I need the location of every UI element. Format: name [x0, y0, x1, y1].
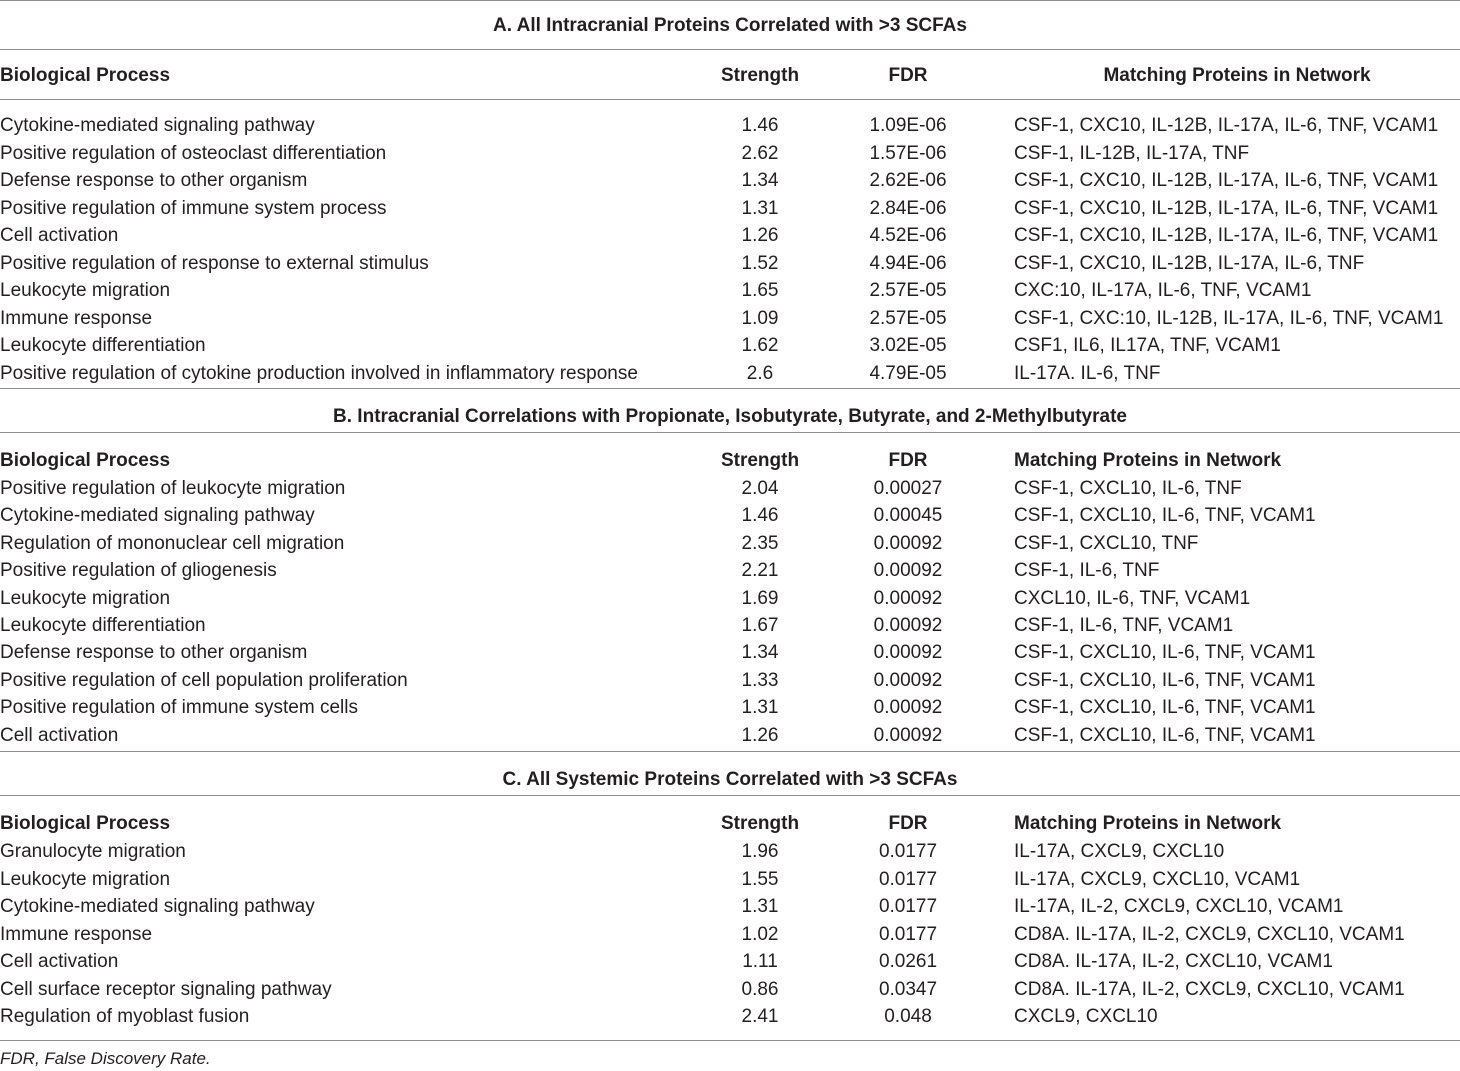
cell-strength: 1.34	[741, 170, 779, 191]
cell-proteins: CSF-1, CXC10, IL-12B, IL-17A, IL-6, TNF, VCAM1	[1014, 170, 1439, 191]
table-row	[0, 1005, 1460, 1029]
table-row	[0, 978, 1460, 1002]
cell-proteins: CSF1, IL6, IL17A, TNF, VCAM1	[1014, 335, 1281, 356]
table-row	[0, 614, 1460, 638]
cell-strength: 1.09	[741, 307, 779, 329]
table-row	[0, 587, 1460, 611]
cell-proteins: CSF-1, CXC10, IL-12B, IL-17A, IL-6, TNF	[1014, 252, 1365, 274]
cell-fdr: 2.57E-05	[869, 307, 947, 329]
header-fdr: FDR	[888, 813, 928, 834]
table-row	[0, 477, 1460, 501]
table-row	[0, 334, 1460, 358]
cell-proteins: CXC:10, IL-17A, IL-6, TNF, VCAM1	[1014, 280, 1312, 301]
table-row	[0, 696, 1460, 720]
cell-strength: 1.31	[741, 697, 779, 719]
cell-fdr: 0.00092	[873, 587, 943, 609]
cell-strength: 1.02	[741, 923, 779, 945]
cell-proteins: CSF-1, IL-12B, IL-17A, TNF	[1014, 142, 1250, 164]
table-row	[0, 559, 1460, 583]
cell-process: Positive regulation of osteoclast differentiation	[0, 142, 387, 164]
cell-fdr: 2.84E-06	[869, 197, 947, 219]
cell-proteins: CSF-1, IL-6, TNF, VCAM1	[1014, 615, 1234, 636]
cell-fdr: 0.0177	[878, 923, 938, 945]
cell-strength: 1.26	[741, 724, 779, 746]
cell-strength: 1.34	[741, 642, 779, 664]
cell-fdr: 0.00045	[873, 505, 943, 527]
cell-fdr: 0.048	[884, 1006, 932, 1027]
cell-strength: 1.67	[741, 615, 779, 636]
section-c-top-rule	[0, 751, 1460, 752]
cell-fdr: 0.00092	[873, 615, 943, 636]
table-row	[0, 840, 1460, 864]
cell-strength: 1.52	[741, 252, 779, 274]
cell-strength: 1.26	[741, 225, 779, 246]
table-footnote: FDR, False Discovery Rate.	[0, 1049, 211, 1068]
cell-fdr: 0.00092	[873, 669, 943, 691]
cell-process: Positive regulation of immune system cells	[0, 697, 358, 719]
cell-process: Positive regulation of immune system process	[0, 197, 387, 219]
cell-process: Immune response	[0, 923, 153, 945]
cell-strength: 2.62	[741, 142, 779, 164]
cell-process: Leukocyte migration	[0, 587, 171, 609]
cell-strength: 1.96	[741, 841, 779, 862]
cell-proteins: CXCL10, IL-6, TNF, VCAM1	[1014, 587, 1251, 609]
header-process: Biological Process	[0, 450, 171, 471]
table-row	[0, 669, 1460, 693]
table-row	[0, 224, 1460, 248]
header-strength: Strength	[720, 65, 800, 86]
cell-process: Cytokine-mediated signaling pathway	[0, 505, 315, 527]
cell-fdr: 0.0177	[878, 841, 938, 862]
cell-proteins: CSF-1, CXC10, IL-12B, IL-17A, IL-6, TNF, VCAM1	[1014, 115, 1439, 136]
top-rule	[0, 0, 1460, 1]
cell-proteins: IL-17A, IL-2, CXCL9, CXCL10, VCAM1	[1014, 896, 1344, 917]
cell-fdr: 2.62E-06	[869, 170, 947, 191]
cell-strength: 0.86	[741, 978, 779, 1000]
bottom-rule	[0, 1040, 1460, 1041]
header-proteins: Matching Proteins in Network	[1014, 813, 1282, 834]
header-fdr: FDR	[888, 65, 928, 86]
header-strength: Strength	[720, 450, 800, 471]
cell-process: Cytokine-mediated signaling pathway	[0, 115, 315, 136]
cell-proteins: CD8A. IL-17A, IL-2, CXCL10, VCAM1	[1014, 951, 1333, 972]
cell-process: Cell activation	[0, 724, 119, 746]
cell-proteins: IL-17A. IL-6, TNF	[1014, 362, 1161, 384]
cell-strength: 1.11	[742, 951, 778, 972]
cell-strength: 1.31	[741, 896, 779, 917]
cell-strength: 2.41	[741, 1006, 779, 1027]
cell-fdr: 1.57E-06	[869, 142, 947, 164]
cell-proteins: CSF-1, CXCL10, IL-6, TNF, VCAM1	[1014, 724, 1316, 746]
section-b-top-rule	[0, 388, 1460, 389]
cell-process: Cytokine-mediated signaling pathway	[0, 896, 315, 917]
cell-proteins: CSF-1, CXC10, IL-12B, IL-17A, IL-6, TNF, VCAM1	[1014, 225, 1439, 246]
header-proteins: Matching Proteins in Network	[1103, 65, 1371, 86]
cell-process: Granulocyte migration	[0, 841, 186, 862]
cell-fdr: 0.0177	[878, 896, 938, 917]
table-row	[0, 142, 1460, 166]
cell-fdr: 0.00092	[873, 724, 943, 746]
cell-process: Defense response to other organism	[0, 642, 308, 664]
cell-process: Regulation of myoblast fusion	[0, 1006, 250, 1027]
cell-process: Regulation of mononuclear cell migration	[0, 532, 345, 554]
header-fdr: FDR	[888, 450, 928, 471]
cell-strength: 2.35	[741, 532, 779, 554]
header-strength: Strength	[720, 813, 800, 834]
cell-strength: 1.55	[741, 868, 779, 890]
table-row	[0, 641, 1460, 665]
cell-strength: 1.46	[741, 505, 779, 527]
table-row	[0, 307, 1460, 331]
section-b-title-rule	[0, 432, 1460, 433]
cell-process: Positive regulation of gliogenesis	[0, 560, 277, 582]
cell-strength: 1.33	[741, 669, 779, 691]
cell-strength: 1.65	[741, 280, 779, 301]
cell-fdr: 4.52E-06	[869, 225, 947, 246]
table-row	[0, 895, 1460, 919]
table-row	[0, 504, 1460, 528]
section-c-header-row	[0, 812, 1460, 836]
cell-fdr: 0.00092	[873, 560, 943, 582]
cell-proteins: IL-17A, CXCL9, CXCL10, VCAM1	[1014, 868, 1301, 890]
cell-fdr: 0.00027	[873, 478, 943, 499]
cell-fdr: 0.00092	[873, 697, 943, 719]
cell-fdr: 1.09E-06	[869, 115, 947, 136]
cell-process: Defense response to other organism	[0, 170, 308, 191]
cell-proteins: CSF-1, CXCL10, IL-6, TNF	[1014, 478, 1242, 499]
cell-strength: 1.31	[741, 197, 779, 219]
cell-process: Positive regulation of cytokine production involved in inflammatory response	[0, 362, 638, 384]
section-a-title-rule	[0, 49, 1460, 50]
cell-strength: 2.21	[741, 560, 779, 582]
cell-proteins: CD8A. IL-17A, IL-2, CXCL9, CXCL10, VCAM1	[1014, 923, 1405, 945]
header-proteins: Matching Proteins in Network	[1014, 450, 1282, 471]
section-a-header-row	[0, 64, 1460, 88]
table-row	[0, 279, 1460, 303]
cell-fdr: 2.57E-05	[869, 280, 947, 301]
table-row	[0, 923, 1460, 947]
cell-proteins: CXCL9, CXCL10	[1014, 1006, 1158, 1027]
cell-process: Cell surface receptor signaling pathway	[0, 978, 332, 1000]
table-row	[0, 362, 1460, 386]
cell-process: Leukocyte differentiation	[0, 335, 206, 356]
cell-fdr: 4.79E-05	[869, 362, 947, 384]
cell-proteins: CSF-1, CXCL10, IL-6, TNF, VCAM1	[1014, 642, 1316, 664]
section-b-title: B. Intracranial Correlations with Propionate, Isobutyrate, Butyrate, and 2-Methylbutyrate	[333, 406, 1127, 427]
cell-process: Positive regulation of cell population proliferation	[0, 669, 408, 691]
table-row	[0, 169, 1460, 193]
cell-fdr: 0.0261	[878, 951, 938, 972]
cell-strength: 2.6	[746, 362, 774, 384]
cell-process: Cell activation	[0, 225, 119, 246]
section-a-title: A. All Intracranial Proteins Correlated with >3 SCFAs	[493, 15, 967, 36]
cell-proteins: IL-17A, CXCL9, CXCL10	[1014, 841, 1225, 862]
cell-proteins: CSF-1, CXC:10, IL-12B, IL-17A, IL-6, TNF, VCAM1	[1014, 307, 1444, 329]
cell-strength: 2.04	[741, 478, 779, 499]
cell-strength: 1.46	[741, 115, 779, 136]
cell-proteins: CSF-1, CXCL10, IL-6, TNF, VCAM1	[1014, 505, 1316, 527]
cell-process: Immune response	[0, 307, 153, 329]
cell-fdr: 0.00092	[873, 642, 943, 664]
cell-process: Positive regulation of response to external stimulus	[0, 252, 429, 274]
cell-strength: 1.69	[741, 587, 779, 609]
table-row	[0, 950, 1460, 974]
cell-proteins: CSF-1, CXC10, IL-12B, IL-17A, IL-6, TNF, VCAM1	[1014, 197, 1439, 219]
header-process: Biological Process	[0, 65, 171, 86]
cell-fdr: 0.0347	[878, 978, 938, 1000]
cell-process: Cell activation	[0, 951, 119, 972]
section-c-title-rule	[0, 795, 1460, 796]
cell-process: Leukocyte migration	[0, 868, 171, 890]
cell-process: Leukocyte migration	[0, 280, 171, 301]
table-row	[0, 724, 1460, 748]
cell-proteins: CSF-1, CXCL10, IL-6, TNF, VCAM1	[1014, 669, 1316, 691]
cell-fdr: 0.0177	[878, 868, 938, 890]
table-row	[0, 532, 1460, 556]
cell-proteins: CSF-1, CXCL10, TNF	[1014, 532, 1199, 554]
header-process: Biological Process	[0, 813, 171, 834]
cell-proteins: CSF-1, IL-6, TNF	[1014, 560, 1160, 582]
cell-proteins: CD8A. IL-17A, IL-2, CXCL9, CXCL10, VCAM1	[1014, 978, 1405, 1000]
cell-process: Positive regulation of leukocyte migration	[0, 478, 346, 499]
section-b-header-row	[0, 449, 1460, 473]
table-row	[0, 252, 1460, 276]
table-row	[0, 868, 1460, 892]
section-c-title: C. All Systemic Proteins Correlated with >3 SCFAs	[502, 769, 958, 790]
cell-proteins: CSF-1, CXCL10, IL-6, TNF, VCAM1	[1014, 697, 1316, 719]
cell-fdr: 4.94E-06	[869, 252, 947, 274]
section-a-header-rule	[0, 99, 1460, 100]
cell-strength: 1.62	[741, 335, 779, 356]
cell-fdr: 0.00092	[873, 532, 943, 554]
table-row	[0, 197, 1460, 221]
table-row	[0, 114, 1460, 138]
cell-process: Leukocyte differentiation	[0, 615, 206, 636]
cell-fdr: 3.02E-05	[869, 335, 947, 356]
